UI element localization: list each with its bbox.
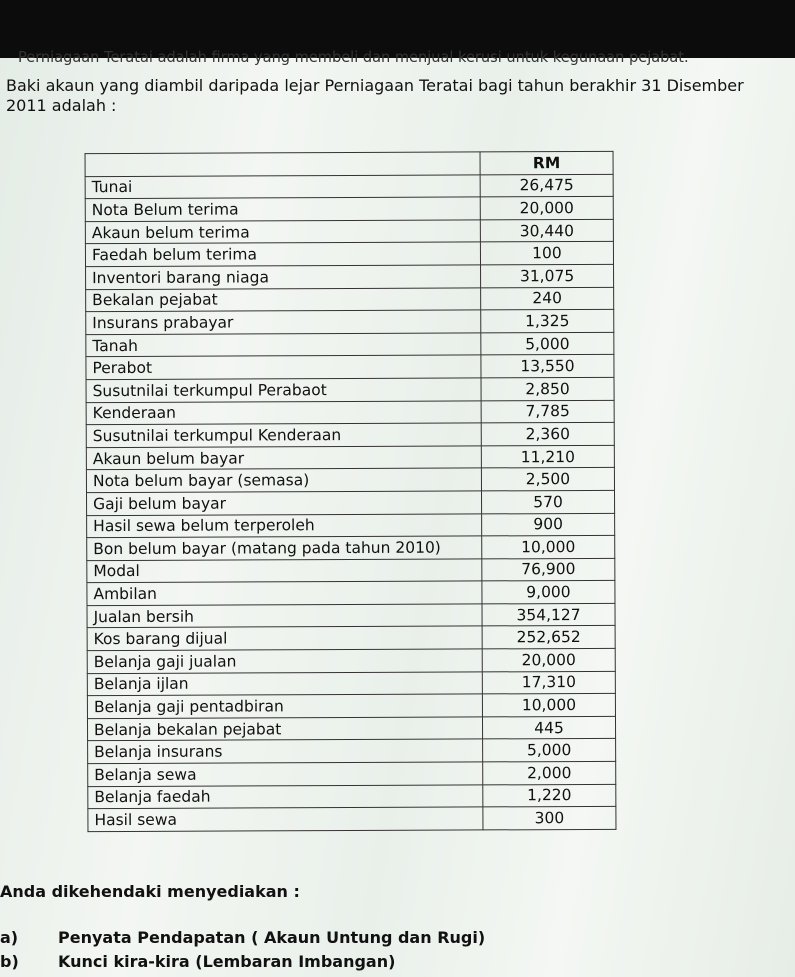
table-row: [86, 310, 614, 335]
table-row: [87, 671, 615, 696]
account-amount: 5,000: [481, 332, 614, 355]
requirement-item-b: [0, 952, 395, 971]
account-name: Akaun belum terima: [85, 220, 480, 244]
account-amount: 7,785: [481, 400, 614, 423]
account-amount: 2,850: [481, 377, 614, 400]
requirement-item-a: [0, 928, 485, 947]
table-row: [87, 626, 615, 651]
account-name: Akaun belum bayar: [86, 446, 481, 470]
account-amount: 17,310: [482, 671, 615, 694]
account-name: Kenderaan: [86, 400, 481, 424]
account-name: Perabot: [86, 355, 481, 379]
item-marker: a): [0, 928, 19, 947]
intro-text: Baki akaun yang diambil daripada lejar Perniagaan Teratai bagi tahun berakhir 31 Disember 2011 adalah :: [6, 76, 744, 115]
account-name: Nota belum bayar (semasa): [86, 468, 481, 492]
account-amount: 30,440: [480, 219, 613, 242]
account-amount: 76,900: [482, 558, 615, 581]
table-row: [87, 603, 615, 628]
table-row: [86, 377, 614, 402]
table-row: [85, 197, 613, 222]
account-amount: 445: [482, 716, 615, 739]
table-row: [85, 174, 613, 199]
item-marker: b): [0, 952, 19, 971]
account-name: Hasil sewa: [88, 807, 483, 831]
account-amount: 1,220: [483, 784, 616, 807]
account-amount: 100: [480, 242, 613, 265]
table-header-row: [85, 151, 613, 176]
account-amount: 2,000: [483, 761, 616, 784]
account-name: Bekalan pejabat: [86, 287, 481, 311]
account-name: Jualan bersih: [87, 604, 482, 628]
table-row: [87, 694, 615, 719]
account-name: Nota Belum terima: [85, 197, 480, 221]
table-row: [88, 739, 616, 764]
table-row: [86, 355, 614, 380]
account-name: Tunai: [85, 175, 480, 199]
account-amount: 5,000: [483, 739, 616, 762]
item-text: Kunci kira-kira (Lembaran Imbangan): [58, 952, 396, 971]
account-amount: 20,000: [482, 648, 615, 671]
account-amount: 252,652: [482, 626, 615, 649]
table-row: [86, 287, 614, 312]
account-amount: 240: [481, 287, 614, 310]
account-name: Belanja insurans: [88, 739, 483, 763]
table-row: [86, 264, 614, 289]
table-row: [87, 716, 615, 741]
account-amount: 11,210: [481, 445, 614, 468]
account-name: Hasil sewa belum terperoleh: [87, 513, 482, 537]
account-name: Faedah belum terima: [85, 242, 480, 266]
table-row: [88, 761, 616, 786]
account-amount: 26,475: [480, 174, 613, 197]
requirement-title: Anda dikehendaki menyediakan :: [0, 882, 300, 901]
table-row: [86, 332, 614, 357]
table-row: [88, 807, 616, 832]
account-amount: 9,000: [482, 581, 615, 604]
table-row: [86, 445, 614, 470]
cut-off-intro-line: Perniagaan Teratai adalah firma yang membeli dan menjual kerusi untuk kegunaan pejabat.: [18, 48, 689, 66]
account-name: Susutnilai terkumpul Kenderaan: [86, 423, 481, 447]
account-name: Belanja bekalan pejabat: [87, 717, 482, 741]
table-row: [87, 490, 615, 515]
account-name: Susutnilai terkumpul Perabaot: [86, 378, 481, 402]
account-name: Ambilan: [87, 581, 482, 605]
header-label: [85, 152, 480, 176]
table-row: [87, 558, 615, 583]
account-amount: 300: [483, 807, 616, 830]
table-row: [85, 242, 613, 267]
item-text: Penyata Pendapatan ( Akaun Untung dan Rugi): [58, 928, 486, 947]
account-name: Kos barang dijual: [87, 626, 482, 650]
account-amount: 10,000: [482, 694, 615, 717]
table-row: [87, 581, 615, 606]
account-amount: 354,127: [482, 603, 615, 626]
account-name: Belanja ijlan: [87, 672, 482, 696]
account-amount: 2,360: [481, 422, 614, 445]
account-amount: 900: [482, 513, 615, 536]
account-name: Inventori barang niaga: [86, 265, 481, 289]
table-row: [86, 468, 614, 493]
account-name: Belanja gaji jualan: [87, 649, 482, 673]
table-row: [86, 400, 614, 425]
account-amount: 570: [481, 490, 614, 513]
account-amount: 31,075: [481, 264, 614, 287]
table-row: [87, 648, 615, 673]
account-name: Bon belum bayar (matang pada tahun 2010): [87, 536, 482, 560]
account-name: Modal: [87, 559, 482, 583]
account-amount: 13,550: [481, 355, 614, 378]
table-row: [88, 784, 616, 809]
table-row: [87, 513, 615, 538]
account-amount: 10,000: [482, 535, 615, 558]
account-name: Belanja faedah: [88, 785, 483, 809]
account-name: Belanja sewa: [88, 762, 483, 786]
account-name: Belanja gaji pentadbiran: [87, 694, 482, 718]
account-amount: 20,000: [480, 197, 613, 220]
header-rm: RM: [480, 151, 613, 174]
table-row: [85, 219, 613, 244]
account-amount: 1,325: [481, 310, 614, 333]
table-row: [86, 422, 614, 447]
account-name: Tanah: [86, 333, 481, 357]
table-row: [87, 535, 615, 560]
account-name: Insurans prabayar: [86, 310, 481, 334]
account-amount: 2,500: [481, 468, 614, 491]
trial-balance-table: [85, 151, 617, 832]
account-name: Gaji belum bayar: [87, 491, 482, 515]
